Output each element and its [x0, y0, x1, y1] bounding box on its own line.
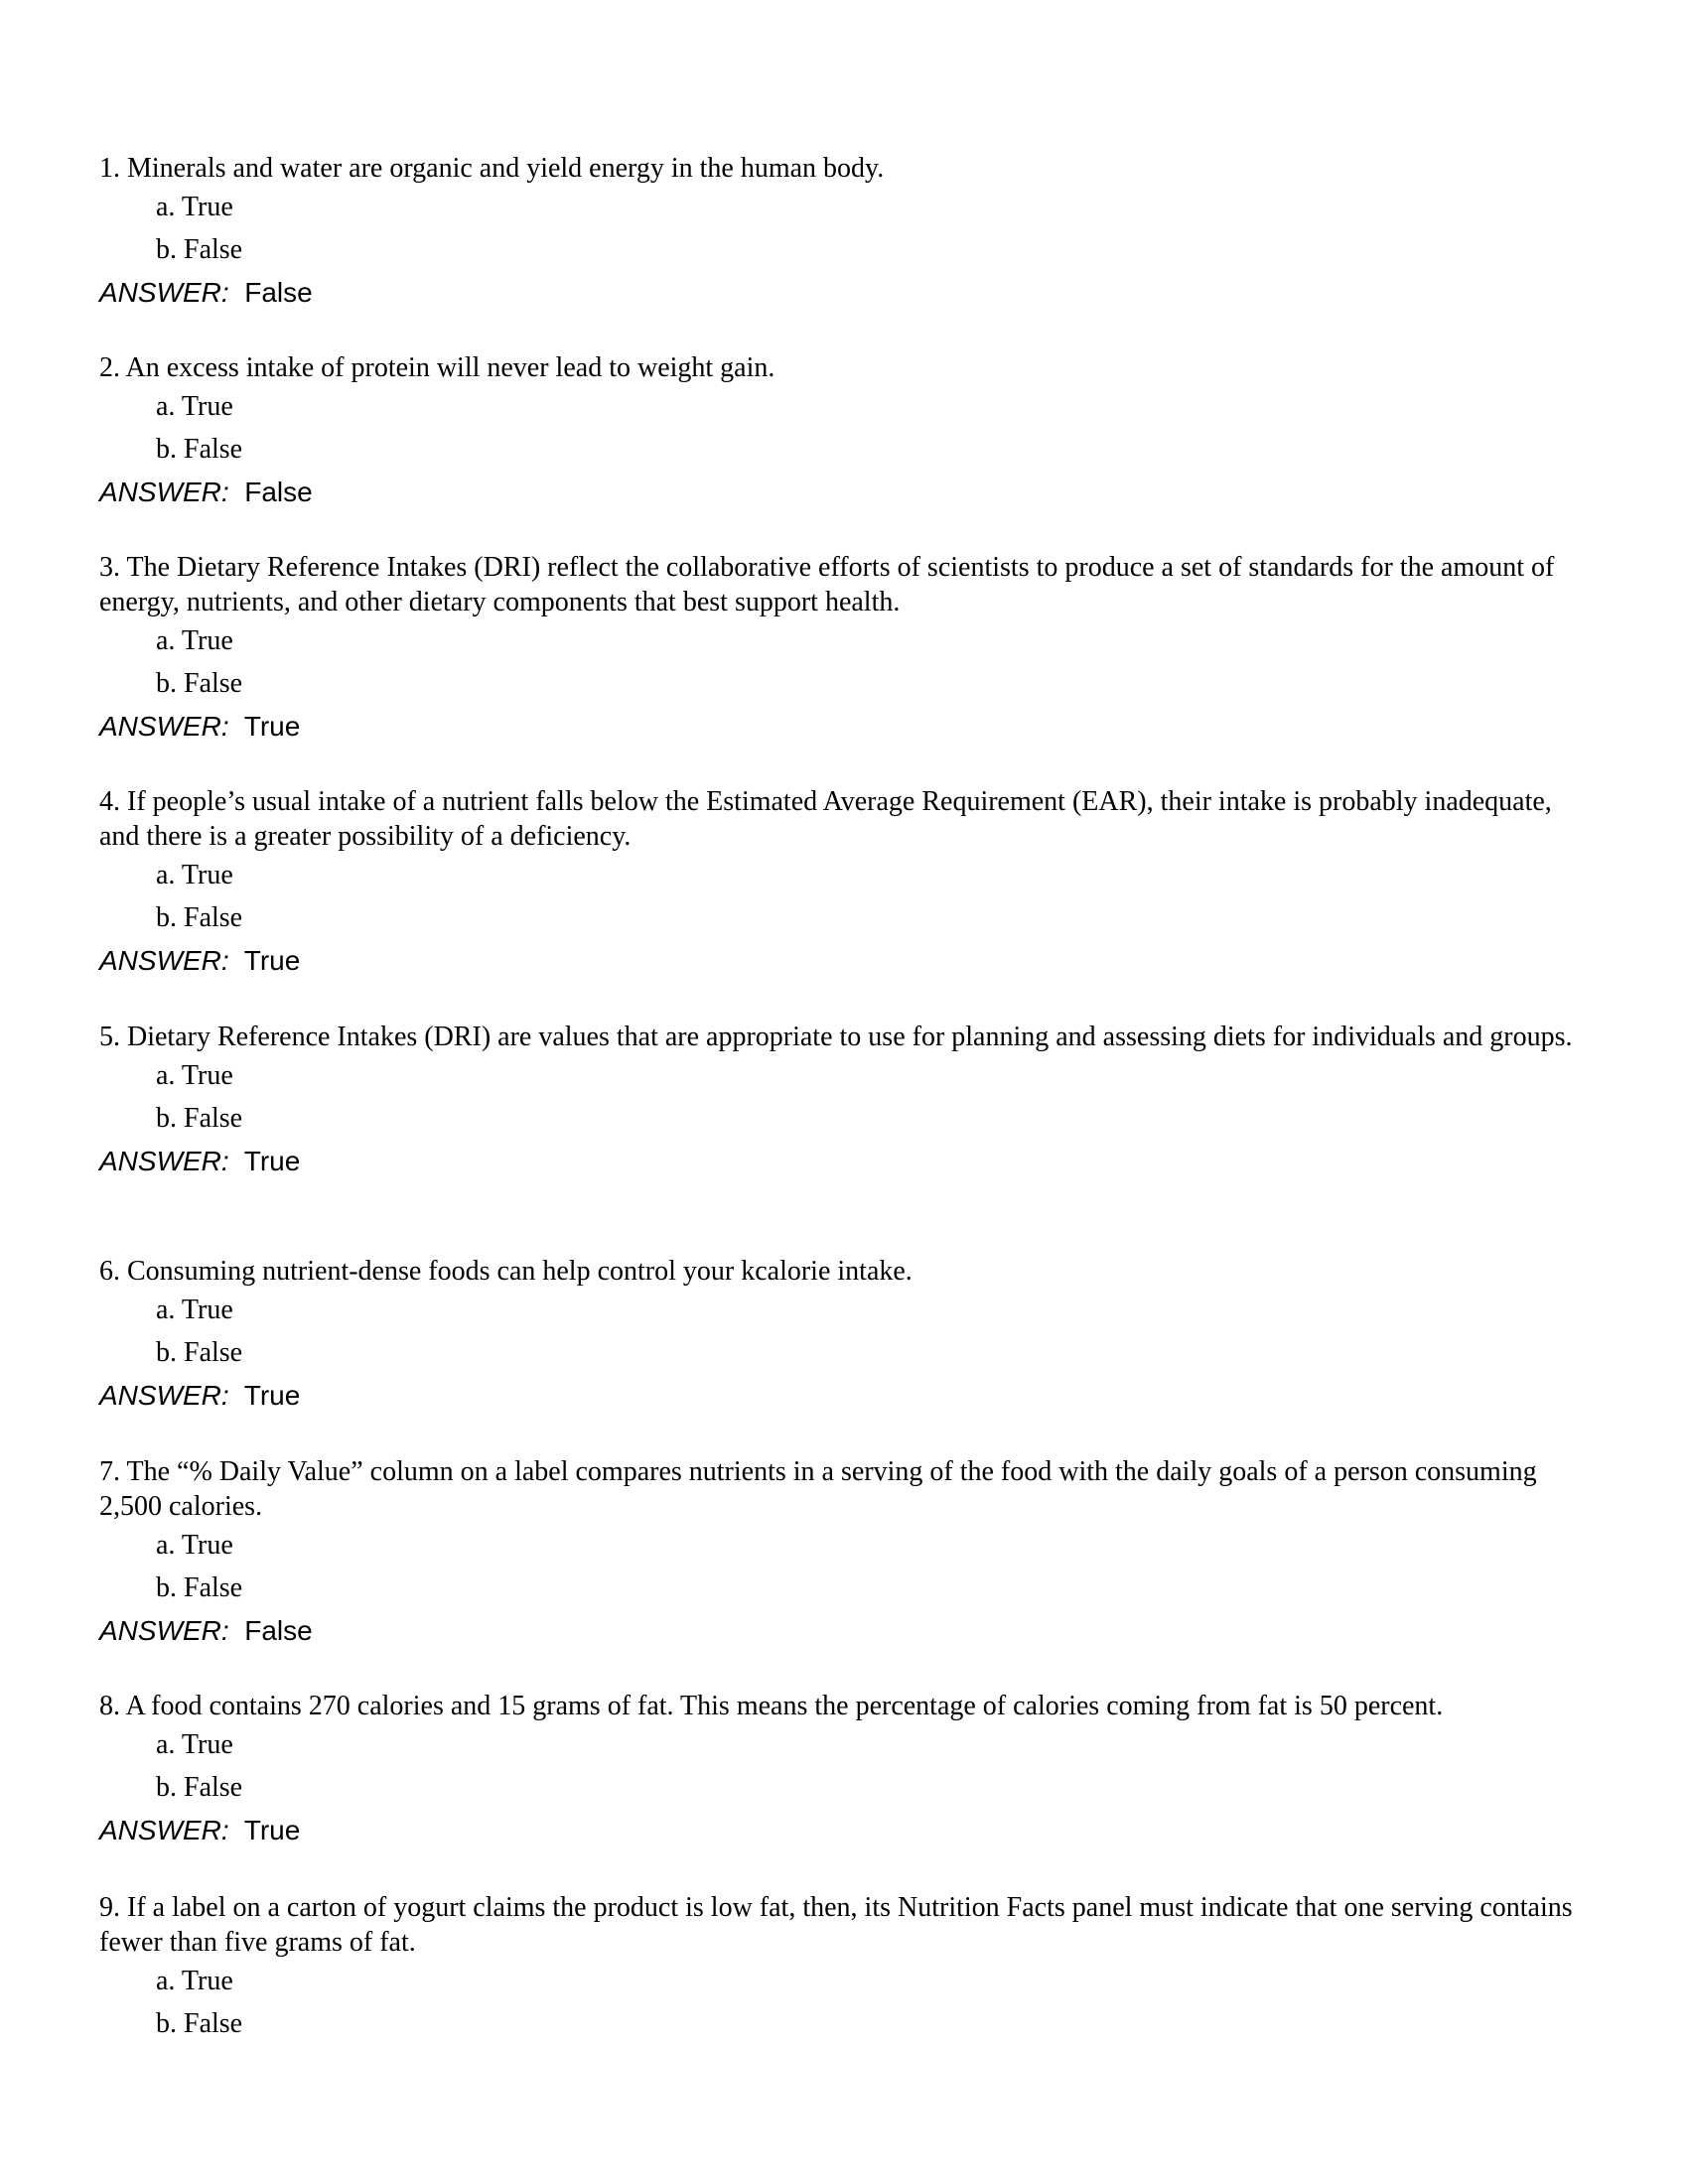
answer-value: True [243, 711, 301, 742]
question-4 [99, 784, 1589, 982]
answer-line [99, 1809, 1589, 1851]
answer-line [99, 705, 1589, 748]
answer-value: False [244, 1615, 313, 1646]
option-b: b. False [156, 1103, 243, 1134]
question-text: 8. A food contains 270 calories and 15 grams of fat. This means the percentage of calories coming from fat is 50 percent. [99, 1691, 1444, 1721]
question-text: 7. The “% Daily Value” column on a label compares nutrients in a serving of the food with the daily goals of a person consuming 2,500 calories. [99, 1456, 1537, 1522]
option-b: b. False [156, 1772, 243, 1803]
answer-value: True [243, 1146, 301, 1176]
question-8 [99, 1689, 1589, 1851]
answer-label: ANSWER: [99, 945, 229, 976]
question-text: 6. Consuming nutrient-dense foods can help control your kcalorie intake. [99, 1256, 913, 1287]
question-text: 1. Minerals and water are organic and yield energy in the human body. [99, 153, 885, 184]
answer-label: ANSWER: [99, 1615, 229, 1646]
question-6 [99, 1254, 1589, 1417]
question-2 [99, 350, 1589, 513]
option-b: b. False [156, 2008, 243, 2039]
answer-label: ANSWER: [99, 1146, 229, 1176]
question-text: 4. If people’s usual intake of a nutrient falls below the Estimated Average Requirement (EAR), their intake is probably inadequate, and there is a greater possibility of a deficiency. [99, 786, 1552, 852]
answer-label: ANSWER: [99, 1380, 229, 1411]
answer-line [99, 939, 1589, 982]
question-text: 5. Dietary Reference Intakes (DRI) are values that are appropriate to use for planning and assessing diets for individuals and groups. [99, 1022, 1573, 1052]
answer-label: ANSWER: [99, 477, 229, 507]
option-b: b. False [156, 434, 243, 465]
option-b: b. False [156, 1337, 243, 1368]
answer-value: True [243, 1380, 301, 1411]
answer-line [99, 1140, 1589, 1182]
option-a: a. True [156, 192, 233, 222]
answer-line [99, 271, 1589, 314]
answer-value: True [243, 1815, 301, 1845]
option-a: a. True [156, 1530, 233, 1561]
option-a: a. True [156, 1966, 233, 1996]
option-a: a. True [156, 391, 233, 422]
answer-label: ANSWER: [99, 1815, 229, 1845]
question-text: 3. The Dietary Reference Intakes (DRI) reflect the collaborative efforts of scientists to produce a set of standards for the amount of energy, nutrients, and other dietary components that best support health. [99, 552, 1555, 617]
question-text: 2. An excess intake of protein will never lead to weight gain. [99, 352, 775, 383]
answer-value: False [244, 277, 313, 308]
option-a: a. True [156, 1295, 233, 1325]
question-5 [99, 1020, 1589, 1182]
question-text: 9. If a label on a carton of yogurt claims the product is low fat, then, its Nutrition Facts panel must indicate that one serving contains fewer than five grams of fat. [99, 1892, 1573, 1958]
answer-label: ANSWER: [99, 711, 229, 742]
option-b: b. False [156, 668, 243, 699]
answer-value: True [243, 945, 301, 976]
option-a: a. True [156, 1729, 233, 1760]
answer-line [99, 1609, 1589, 1652]
option-a: a. True [156, 625, 233, 656]
option-a: a. True [156, 1060, 233, 1091]
option-a: a. True [156, 860, 233, 890]
option-b: b. False [156, 234, 243, 265]
answer-value: False [244, 477, 313, 507]
answer-label: ANSWER: [99, 277, 229, 308]
answer-line [99, 471, 1589, 513]
question-9 [99, 1890, 1589, 2045]
question-3 [99, 550, 1589, 748]
answer-line [99, 1374, 1589, 1417]
question-1 [99, 151, 1589, 314]
option-b: b. False [156, 1572, 243, 1603]
question-7 [99, 1454, 1589, 1652]
option-b: b. False [156, 902, 243, 933]
